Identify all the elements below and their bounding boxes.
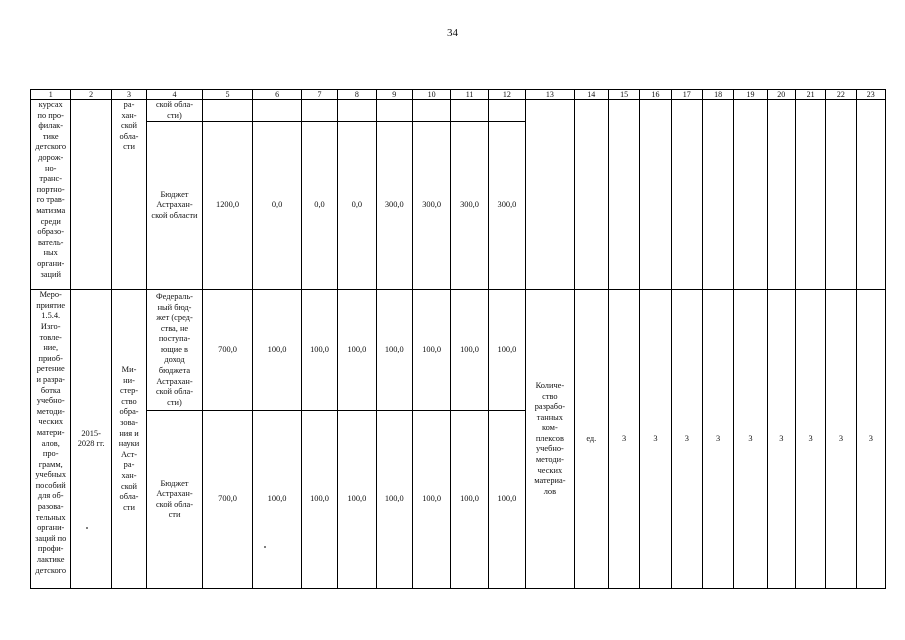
indicator-value-cell — [640, 100, 671, 290]
amount-cell: 700,0 — [202, 411, 253, 589]
column-number: 12 — [488, 90, 525, 100]
amount-cell: 100,0 — [412, 290, 450, 411]
amount-cell — [412, 100, 450, 122]
amount-cell — [253, 100, 302, 122]
column-number: 8 — [338, 90, 376, 100]
indicator-value-cell: 3 — [640, 290, 671, 589]
indicator-value-cell — [734, 100, 767, 290]
period-cell: 2015- 2028 гг. — [71, 290, 111, 589]
amount-cell: 100,0 — [338, 290, 376, 411]
column-number: 4 — [147, 90, 203, 100]
column-number: 23 — [856, 90, 885, 100]
amount-cell: 700,0 — [202, 290, 253, 411]
amount-cell: 100,0 — [451, 290, 488, 411]
column-number: 15 — [608, 90, 639, 100]
executor-cell: ра- хан- ской обла- сти — [111, 100, 146, 290]
column-number: 6 — [253, 90, 302, 100]
indicator-value-cell: 3 — [671, 290, 702, 589]
amount-cell: 0,0 — [253, 122, 302, 290]
amount-cell: 300,0 — [488, 122, 525, 290]
amount-cell: 300,0 — [412, 122, 450, 290]
column-number: 16 — [640, 90, 671, 100]
indicator-value-cell — [608, 100, 639, 290]
funding-source-cell: Бюджет Астрахан- ской обла- сти — [147, 411, 203, 589]
amount-cell: 100,0 — [451, 411, 488, 589]
funding-source-cell: ской обла- сти) — [147, 100, 203, 122]
column-number: 19 — [734, 90, 767, 100]
amount-cell: 100,0 — [338, 411, 376, 589]
column-number: 17 — [671, 90, 702, 100]
column-number: 11 — [451, 90, 488, 100]
amount-cell: 100,0 — [301, 411, 337, 589]
amount-cell: 100,0 — [412, 411, 450, 589]
column-number: 21 — [795, 90, 825, 100]
amount-cell: 300,0 — [451, 122, 488, 290]
indicator-value-cell — [795, 100, 825, 290]
column-number: 7 — [301, 90, 337, 100]
indicator-cell: Количе- ство разрабо- танных ком- плексов учебно- методи- ческих материа- лов — [526, 290, 575, 589]
amount-cell — [488, 100, 525, 122]
amount-cell: 100,0 — [488, 411, 525, 589]
program-table — [30, 89, 886, 589]
indicator-value-cell: 3 — [826, 290, 856, 589]
indicator-value-cell: 3 — [702, 290, 733, 589]
indicator-cell — [526, 100, 575, 290]
column-number: 1 — [31, 90, 71, 100]
amount-cell: 100,0 — [488, 290, 525, 411]
amount-cell — [451, 100, 488, 122]
amount-cell — [338, 100, 376, 122]
indicator-value-cell: 3 — [767, 290, 795, 589]
amount-cell: 100,0 — [376, 290, 412, 411]
column-number: 13 — [526, 90, 575, 100]
amount-cell: 300,0 — [376, 122, 412, 290]
page-number: 34 — [447, 27, 458, 39]
unit-cell — [574, 100, 608, 290]
scan-speck — [86, 527, 88, 529]
executor-cell: Ми- ни- стер- ство обра- зова- ния и науки Аст- ра- хан- ской обла- сти — [111, 290, 146, 589]
column-number: 22 — [826, 90, 856, 100]
amount-cell: 100,0 — [253, 411, 302, 589]
indicator-value-cell: 3 — [795, 290, 825, 589]
column-number: 2 — [71, 90, 111, 100]
amount-cell — [376, 100, 412, 122]
amount-cell: 100,0 — [253, 290, 302, 411]
column-number: 18 — [702, 90, 733, 100]
indicator-value-cell: 3 — [608, 290, 639, 589]
indicator-value-cell — [856, 100, 885, 290]
activity-name-cell: курсах по про- филак- тике детского дорож- но- транс- портно- го трав- матизма среди образо- ватель- ных органи- заций — [31, 100, 71, 290]
indicator-value-cell — [826, 100, 856, 290]
activity-name-cell: Меро- приятие 1.5.4. Изго- товле- ние, приоб- ретение и разра- ботка учебно- методи- ческих матери- алов, про- грамм, учебных пособий для об- разова- тельных органи- заций по профи- лактике детского — [31, 290, 71, 589]
column-number: 14 — [574, 90, 608, 100]
funding-source-cell: Федераль- ный бюд- жет (сред- ства, не поступа- ющие в доход бюджета Астрахан- ской обла- сти) — [147, 290, 203, 411]
indicator-value-cell: 3 — [734, 290, 767, 589]
column-number: 9 — [376, 90, 412, 100]
amount-cell: 0,0 — [301, 122, 337, 290]
table-row — [31, 290, 886, 411]
column-number: 3 — [111, 90, 146, 100]
amount-cell: 1200,0 — [202, 122, 253, 290]
indicator-value-cell — [767, 100, 795, 290]
unit-cell: ед. — [574, 290, 608, 589]
funding-source-cell: Бюджет Астрахан- ской области — [147, 122, 203, 290]
amount-cell: 100,0 — [376, 411, 412, 589]
amount-cell: 100,0 — [301, 290, 337, 411]
indicator-value-cell — [671, 100, 702, 290]
amount-cell — [301, 100, 337, 122]
column-number-row — [31, 90, 886, 100]
column-number: 10 — [412, 90, 450, 100]
amount-cell: 0,0 — [338, 122, 376, 290]
period-cell — [71, 100, 111, 290]
indicator-value-cell — [702, 100, 733, 290]
indicator-value-cell: 3 — [856, 290, 885, 589]
amount-cell — [202, 100, 253, 122]
column-number: 5 — [202, 90, 253, 100]
table-row — [31, 100, 886, 122]
scan-speck — [264, 546, 266, 548]
column-number: 20 — [767, 90, 795, 100]
